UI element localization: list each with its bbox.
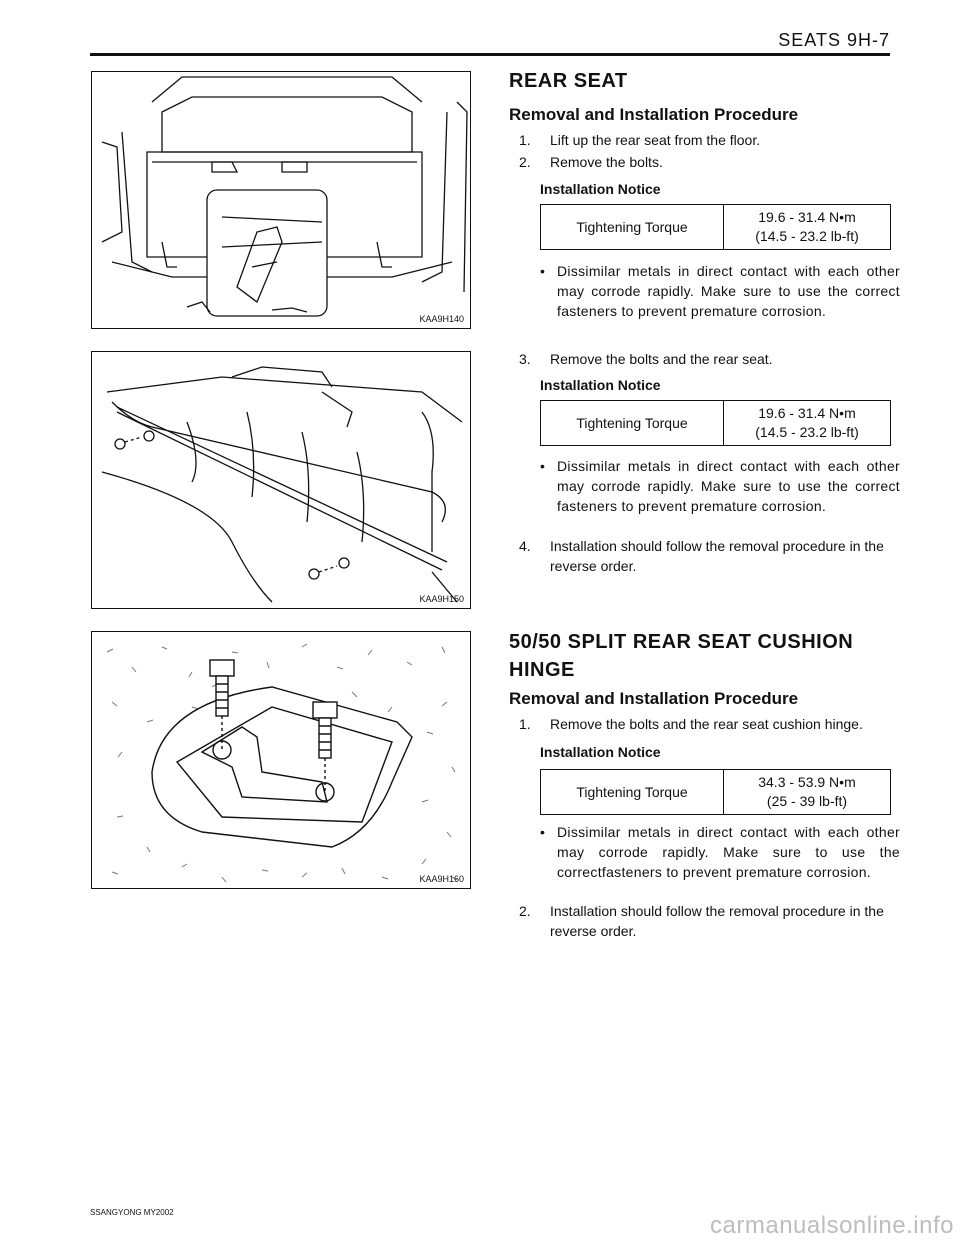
torque-label: Tightening Torque <box>541 401 724 445</box>
torque-value-metric: 34.3 - 53.9 N•m <box>758 774 856 790</box>
rear-seat-lift-illustration <box>92 72 470 328</box>
figure-rear-seat-bolts <box>91 351 471 609</box>
watermark: carmanualsonline.info <box>710 1212 954 1239</box>
torque-label: Tightening Torque <box>541 205 724 249</box>
bullet-text: Dissimilar metals in direct contact with each other may corrode rapidly. Make sure to use the correct fasteners to prevent premature corrosion. <box>557 458 900 514</box>
figure-code: KAA9H150 <box>419 594 464 604</box>
torque-table <box>540 769 891 815</box>
bullet-text: Dissimilar metals in direct contact with each other may corrode rapidly. Make sure to use the correctfasteners to prevent premature corrosion. <box>557 824 900 880</box>
section-subtitle: Removal and Installation Procedure <box>509 105 799 124</box>
section-title: 50/50 SPLIT REAR SEAT CUSHION HINGE <box>509 631 854 681</box>
step-number: 1. <box>519 132 531 148</box>
figure-rear-seat-lift <box>91 71 471 329</box>
rear-seat-section <box>509 70 900 580</box>
torque-value-imperial: (14.5 - 23.2 lb-ft) <box>755 424 859 440</box>
step-text: Installation should follow the removal procedure in the reverse order. <box>550 538 884 574</box>
step-text: Lift up the rear seat from the floor. <box>550 132 761 148</box>
installation-notice-heading: Installation Notice <box>540 377 661 393</box>
torque-value-metric: 19.6 - 31.4 N•m <box>758 209 856 225</box>
figure-code: KAA9H140 <box>419 314 464 324</box>
torque-value <box>724 770 890 814</box>
bullet-text: Dissimilar metals in direct contact with each other may corrode rapidly. Make sure to use the correct fasteners to prevent premature corrosion. <box>557 263 900 319</box>
torque-table <box>540 204 891 250</box>
step-number: 3. <box>519 351 531 367</box>
torque-value-imperial: (25 - 39 lb-ft) <box>766 793 848 809</box>
torque-value-metric: 19.6 - 31.4 N•m <box>758 405 856 421</box>
page-header-title: SEATS 9H-7 <box>778 30 890 50</box>
step-number: 1. <box>519 716 531 732</box>
torque-value <box>724 205 890 249</box>
bullet-dot: • <box>540 263 545 279</box>
page-footer: SSANGYONG MY2002 <box>90 1208 174 1217</box>
step-number: 2. <box>519 154 531 170</box>
step-number: 2. <box>519 903 531 919</box>
bullet-dot: • <box>540 458 545 474</box>
step-text: Remove the bolts and the rear seat cushion hinge. <box>550 716 863 732</box>
torque-label: Tightening Torque <box>541 770 724 814</box>
installation-notice-heading: Installation Notice <box>540 744 661 760</box>
torque-table <box>540 400 891 446</box>
figure-hinge <box>91 631 471 889</box>
step-number: 4. <box>519 538 531 554</box>
step-text: Remove the bolts and the rear seat. <box>550 351 773 367</box>
bullet-dot: • <box>540 824 545 840</box>
rear-seat-bolts-illustration <box>92 352 470 608</box>
hinge-illustration <box>92 632 470 888</box>
hinge-section <box>509 628 900 948</box>
installation-notice-heading: Installation Notice <box>540 181 661 197</box>
step-text: Remove the bolts. <box>550 154 663 170</box>
header-rule <box>90 53 890 56</box>
section-subtitle: Removal and Installation Procedure <box>509 689 799 708</box>
torque-value-imperial: (14.5 - 23.2 lb-ft) <box>755 228 859 244</box>
torque-value <box>724 401 890 445</box>
figure-code: KAA9H160 <box>419 874 464 884</box>
step-text: Installation should follow the removal procedure in the reverse order. <box>550 903 884 939</box>
section-title: REAR SEAT <box>509 70 628 92</box>
